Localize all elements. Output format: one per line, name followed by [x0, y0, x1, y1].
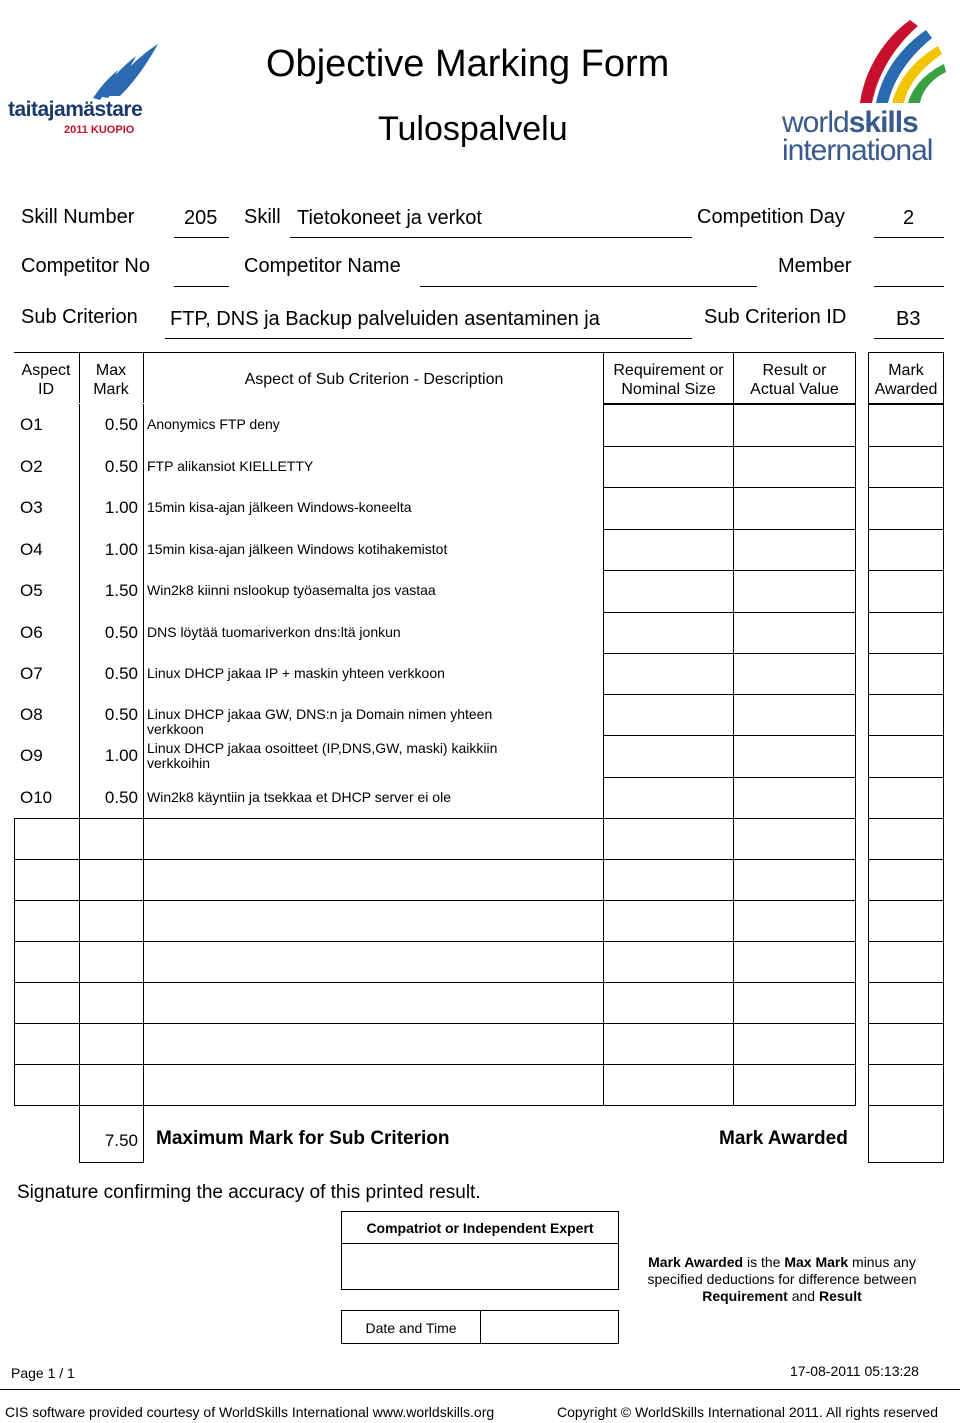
aspect-id: O3 [20, 498, 43, 517]
result-cell[interactable] [733, 941, 856, 983]
awarded-cell[interactable] [868, 900, 944, 942]
competitor-no-underline [174, 286, 229, 287]
empty-desc-cell [143, 941, 604, 983]
requirement-cell[interactable] [603, 777, 734, 819]
requirement-cell[interactable] [603, 487, 734, 530]
requirement-cell[interactable] [603, 404, 734, 447]
awarded-cell[interactable] [868, 1023, 944, 1065]
col-header-max-mark-line2: Mark [93, 381, 129, 398]
awarded-cell[interactable] [868, 982, 944, 1024]
max-mark: 1.00 [104, 498, 138, 517]
aspect-description: Linux DHCP jakaa osoitteet (IP,DNS,GW, maski) kaikkiin verkkoihin [147, 740, 498, 771]
aspect-description: 15min kisa-ajan jälkeen Windows kotihakemistot [147, 541, 448, 557]
worldskills-logo [780, 18, 950, 168]
max-mark: 0.50 [104, 705, 138, 724]
taitaja-year: 2011 KUOPIO [64, 124, 135, 136]
requirement-cell[interactable] [603, 941, 734, 983]
print-datetime: 17-08-2011 05:13:28 [790, 1363, 919, 1379]
awarded-cell[interactable] [868, 404, 944, 447]
result-cell[interactable] [733, 1064, 856, 1106]
empty-id-cell [14, 941, 80, 983]
competition-day-label: Competition Day [697, 206, 845, 228]
result-cell[interactable] [733, 982, 856, 1024]
aspect-description: FTP alikansiot KIELLETTY [147, 458, 314, 474]
requirement-cell[interactable] [603, 900, 734, 942]
footer-rule [0, 1389, 960, 1390]
aspect-description: Linux DHCP jakaa IP + maskin yhteen verkkoon [147, 665, 445, 681]
requirement-cell[interactable] [603, 1064, 734, 1106]
taitaja-logo [8, 40, 178, 140]
result-cell[interactable] [733, 818, 856, 860]
empty-desc-cell [143, 1023, 604, 1065]
col-header-aspect-id-line1: Aspect [21, 362, 71, 379]
empty-max-cell [79, 818, 144, 860]
sub-criterion-id-value: B3 [896, 308, 921, 330]
competitor-no-label: Competitor No [21, 255, 150, 277]
col-header-requirement-line2: Nominal Size [621, 381, 716, 398]
col-header-result [733, 361, 856, 399]
result-cell[interactable] [733, 735, 856, 778]
aspect-id: O10 [20, 788, 53, 807]
aspect-id: O2 [20, 457, 43, 476]
skill-value: Tietokoneet ja verkot [297, 207, 482, 229]
note-text-1: is the [743, 1254, 785, 1270]
empty-max-cell [79, 941, 144, 983]
competitor-name-underline [420, 286, 757, 287]
note-term-result: Result [818, 1288, 862, 1304]
max-mark: 1.50 [104, 581, 138, 600]
total-divider [143, 1105, 144, 1163]
awarded-cell[interactable] [868, 570, 944, 613]
aspect-id: O8 [20, 705, 43, 724]
result-cell[interactable] [733, 777, 856, 819]
member-label: Member [778, 255, 852, 277]
awarded-cell[interactable] [868, 694, 944, 736]
max-mark: 0.50 [104, 457, 138, 476]
awarded-cell[interactable] [868, 653, 944, 695]
requirement-cell[interactable] [603, 1023, 734, 1065]
mark-awarded-total-box[interactable] [868, 1105, 944, 1163]
max-mark: 1.00 [104, 746, 138, 765]
competitor-name-label: Competitor Name [244, 255, 401, 277]
requirement-cell[interactable] [603, 735, 734, 778]
sub-criterion-value: FTP, DNS ja Backup palveluiden asentaminen ja [170, 308, 600, 330]
aspect-description: Win2k8 käyntiin ja tsekkaa et DHCP server ei ole [147, 789, 451, 805]
empty-max-cell [79, 1023, 144, 1065]
page-title: Objective Marking Form [266, 43, 670, 85]
note-text-3: and [787, 1288, 819, 1304]
aspect-description: Anonymics FTP deny [147, 416, 280, 432]
empty-desc-cell [143, 900, 604, 942]
total-divider [79, 1105, 80, 1163]
empty-max-cell [79, 1064, 144, 1106]
note-line-2: specified deductions for difference between [647, 1271, 917, 1287]
empty-id-cell [14, 982, 80, 1024]
mark-awarded-label: Mark Awarded [719, 1128, 848, 1149]
col-header-requirement-line1: Requirement or [613, 362, 724, 379]
note-term-mark-awarded: Mark Awarded [648, 1254, 744, 1270]
requirement-cell[interactable] [603, 446, 734, 488]
empty-id-cell [14, 1064, 80, 1106]
requirement-cell[interactable] [603, 818, 734, 860]
skill-underline [290, 237, 692, 238]
awarded-cell[interactable] [868, 529, 944, 571]
requirement-cell[interactable] [603, 859, 734, 901]
col-header-requirement [603, 361, 734, 399]
page-number: Page 1 / 1 [11, 1365, 75, 1381]
page-subtitle: Tulospalvelu [378, 110, 568, 148]
note-term-max-mark: Max Mark [784, 1254, 849, 1270]
sub-criterion-id-underline [874, 338, 944, 339]
mark-awarded-note [632, 1254, 932, 1305]
awarded-cell[interactable] [868, 777, 944, 819]
table-bottom-rule [14, 1105, 604, 1106]
col-header-max-mark [80, 361, 142, 399]
expert-signature-field[interactable] [341, 1243, 619, 1290]
col-header-awarded-line1: Mark [888, 362, 924, 379]
aspect-id: O7 [20, 664, 43, 683]
empty-max-cell [79, 859, 144, 901]
empty-id-cell [14, 1023, 80, 1065]
max-mark: 0.50 [104, 415, 138, 434]
aspect-description: Linux DHCP jakaa GW, DNS:n ja Domain nimen yhteen verkkoon [147, 706, 493, 737]
empty-id-cell [14, 818, 80, 860]
aspect-id: O5 [20, 581, 43, 600]
result-cell[interactable] [733, 529, 856, 571]
worldskills-world: world [782, 106, 849, 139]
empty-desc-cell [143, 859, 604, 901]
max-mark: 0.50 [104, 664, 138, 683]
signature-statement: Signature confirming the accuracy of this printed result. [17, 1182, 481, 1203]
requirement-cell[interactable] [603, 570, 734, 613]
awarded-cell[interactable] [868, 446, 944, 488]
col-header-result-line1: Result or [762, 362, 827, 379]
awarded-cell[interactable] [868, 735, 944, 778]
awarded-cell[interactable] [868, 859, 944, 901]
total-underline [79, 1162, 143, 1163]
requirement-cell[interactable] [603, 612, 734, 654]
taitaja-name: taitajamästare [8, 98, 143, 121]
empty-id-cell [14, 859, 80, 901]
col-header-aspect-id [14, 361, 78, 399]
sub-criterion-id-label: Sub Criterion ID [704, 306, 847, 328]
empty-id-cell [14, 900, 80, 942]
awarded-cell[interactable] [868, 818, 944, 860]
empty-max-cell [79, 982, 144, 1024]
empty-max-cell [79, 900, 144, 942]
footer-courtesy: CIS software provided courtesy of WorldSkills International www.worldskills.org [5, 1404, 495, 1420]
date-time-field[interactable] [480, 1310, 619, 1344]
requirement-cell[interactable] [603, 694, 734, 736]
note-line-3 [632, 1288, 932, 1305]
result-cell[interactable] [733, 446, 856, 488]
result-cell[interactable] [733, 694, 856, 736]
max-mark: 0.50 [104, 788, 138, 807]
taitaja-wing-icon [8, 40, 178, 100]
awarded-cell[interactable] [868, 612, 944, 654]
aspect-id: O1 [20, 415, 43, 434]
max-mark-total: 7.50 [104, 1131, 138, 1150]
aspect-id: O4 [20, 540, 43, 559]
empty-desc-cell [143, 982, 604, 1024]
aspect-id: O9 [20, 746, 43, 765]
note-line-1 [632, 1254, 932, 1271]
skill-number-value: 205 [184, 207, 218, 229]
empty-desc-cell [143, 1064, 604, 1106]
max-mark-label: Maximum Mark for Sub Criterion [156, 1128, 450, 1149]
note-term-requirement: Requirement [702, 1288, 788, 1304]
awarded-cell[interactable] [868, 487, 944, 530]
sub-criterion-label: Sub Criterion [21, 306, 138, 328]
competition-day-value: 2 [903, 207, 915, 229]
footer-copyright: Copyright © WorldSkills International 2011. All rights reserved [557, 1404, 938, 1420]
aspect-description: DNS löytää tuomariverkon dns:ltä jonkun [147, 624, 401, 640]
sub-criterion-underline [165, 338, 692, 339]
worldskills-skills: skills [848, 106, 918, 139]
result-cell[interactable] [733, 900, 856, 942]
result-cell[interactable] [733, 570, 856, 613]
col-header-aspect-id-line2: ID [38, 381, 54, 398]
skill-number-underline [174, 237, 229, 238]
max-mark: 0.50 [104, 623, 138, 642]
result-cell[interactable] [733, 1023, 856, 1065]
col-header-awarded-line2: Awarded [874, 381, 938, 398]
col-header-awarded [868, 361, 944, 399]
awarded-cell[interactable] [868, 1064, 944, 1106]
col-header-result-line2: Actual Value [750, 381, 839, 398]
date-time-label: Date and Time [365, 1320, 457, 1336]
worldskills-swirl-icon [780, 18, 950, 108]
skill-label: Skill [244, 206, 281, 228]
worldskills-line2: international [782, 134, 933, 167]
expert-label: Compatriot or Independent Expert [366, 1220, 594, 1236]
col-header-description: Aspect of Sub Criterion - Description [244, 371, 504, 388]
result-cell[interactable] [733, 404, 856, 447]
result-cell[interactable] [733, 612, 856, 654]
requirement-cell[interactable] [603, 653, 734, 695]
awarded-cell[interactable] [868, 941, 944, 983]
requirement-cell[interactable] [603, 529, 734, 571]
max-mark: 1.00 [104, 540, 138, 559]
empty-desc-cell [143, 818, 604, 860]
competition-day-underline [874, 237, 944, 238]
result-cell[interactable] [733, 859, 856, 901]
skill-number-label: Skill Number [21, 206, 135, 228]
aspect-description: 15min kisa-ajan jälkeen Windows-koneelta [147, 499, 412, 515]
note-text-2: minus any [848, 1254, 916, 1270]
requirement-cell[interactable] [603, 982, 734, 1024]
aspect-description: Win2k8 kiinni nslookup työasemalta jos vastaa [147, 582, 436, 598]
col-header-max-mark-line1: Max [95, 362, 127, 379]
result-cell[interactable] [733, 653, 856, 695]
member-underline [874, 286, 944, 287]
result-cell[interactable] [733, 487, 856, 530]
aspect-id: O6 [20, 623, 43, 642]
